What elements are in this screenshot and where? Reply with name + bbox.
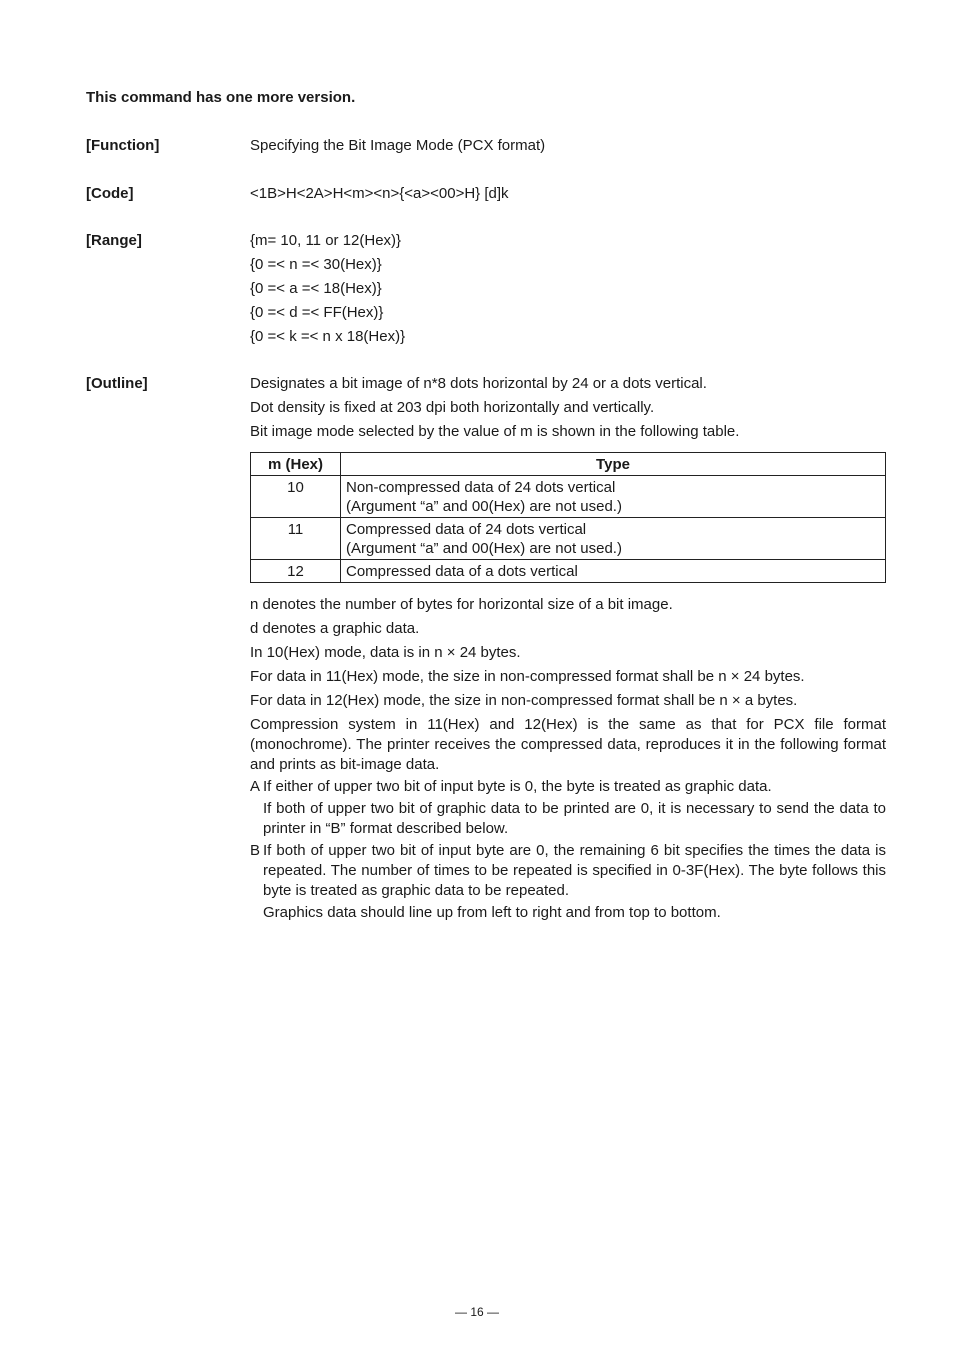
range-line: {0 =< a =< 18(Hex)} [250,280,382,297]
item-text: Graphics data should line up from left to right and from top to bottom. [263,904,721,921]
note-line: For data in 11(Hex) mode, the size in non-compressed format shall be n × 24 bytes. [250,668,805,685]
table-row [251,560,886,583]
code-text: <1B>H<2A>H<m><n>{<a><00>H} [d]k [250,185,509,202]
type-line: Compressed data of 24 dots vertical [346,521,587,538]
item-text: If both of upper two bit of graphic data to be printed are 0, it is necessary to send the data to printer in “B” format described below. [263,800,886,837]
note-line: For data in 12(Hex) mode, the size in non-compressed format shall be n × a bytes. [250,692,798,709]
intro-heading: This command has one more version. [86,89,356,106]
table-row [251,518,886,560]
range-line: {0 =< n =< 30(Hex)} [250,256,382,273]
item-marker: A [250,778,261,795]
type-line: Compressed data of a dots vertical [346,563,578,580]
column-header-type: Type [341,453,886,476]
outline-label: [Outline] [86,375,148,392]
note-line: d denotes a graphic data. [250,620,420,637]
table-cell-m: 12 [251,560,341,583]
table-cell-type [341,518,886,560]
table-cell-type [341,560,886,583]
type-line: (Argument “a” and 00(Hex) are not used.) [346,540,622,557]
format-item-b [250,841,886,901]
range-line: {m= 10, 11 or 12(Hex)} [250,232,402,249]
range-line: {0 =< d =< FF(Hex)} [250,304,384,321]
table-cell-type [341,476,886,518]
compression-paragraph: Compression system in 11(Hex) and 12(Hex) is the same as that for PCX file format (monochrome). The printer receives the compressed data, reproduces it in the following format and prints as bit-image data. [250,716,886,773]
table-header-row [251,453,886,476]
function-text: Specifying the Bit Image Mode (PCX format) [250,137,546,154]
type-line: (Argument “a” and 00(Hex) are not used.) [346,498,622,515]
outline-body [250,372,886,925]
column-header-m: m (Hex) [251,453,341,476]
range-list [250,229,886,349]
format-item-a [250,777,886,797]
page-number: — 16 — [454,1305,499,1319]
outline-line: Designates a bit image of n*8 dots horizontal by 24 or a dots vertical. [250,375,707,392]
type-line: Non-compressed data of 24 dots vertical [346,479,616,496]
table-cell-m: 10 [251,476,341,518]
note-line: In 10(Hex) mode, data is in n × 24 bytes. [250,644,521,661]
function-label: [Function] [86,137,160,154]
range-label: [Range] [86,232,142,249]
table-row [251,476,886,518]
format-item-a-continuation [250,799,886,839]
outline-line: Bit image mode selected by the value of m is shown in the following table. [250,423,740,440]
item-marker: B [250,842,261,859]
mode-table [250,452,886,583]
table-cell-m: 11 [251,518,341,560]
item-text: If both of upper two bit of input byte are 0, the remaining 6 bit specifies the times the data is repeated. The number of times to be repeated is specified in 0-3F(Hex). The byte follows this byte is treated as graphic data to be repeated. [263,842,886,899]
range-line: {0 =< k =< n x 18(Hex)} [250,328,406,345]
item-text: If either of upper two bit of input byte is 0, the byte is treated as graphic data. [263,778,772,795]
outline-line: Dot density is fixed at 203 dpi both horizontally and vertically. [250,399,655,416]
code-label: [Code] [86,185,134,202]
note-line: n denotes the number of bytes for horizontal size of a bit image. [250,596,673,613]
format-item-b-continuation [250,903,886,923]
